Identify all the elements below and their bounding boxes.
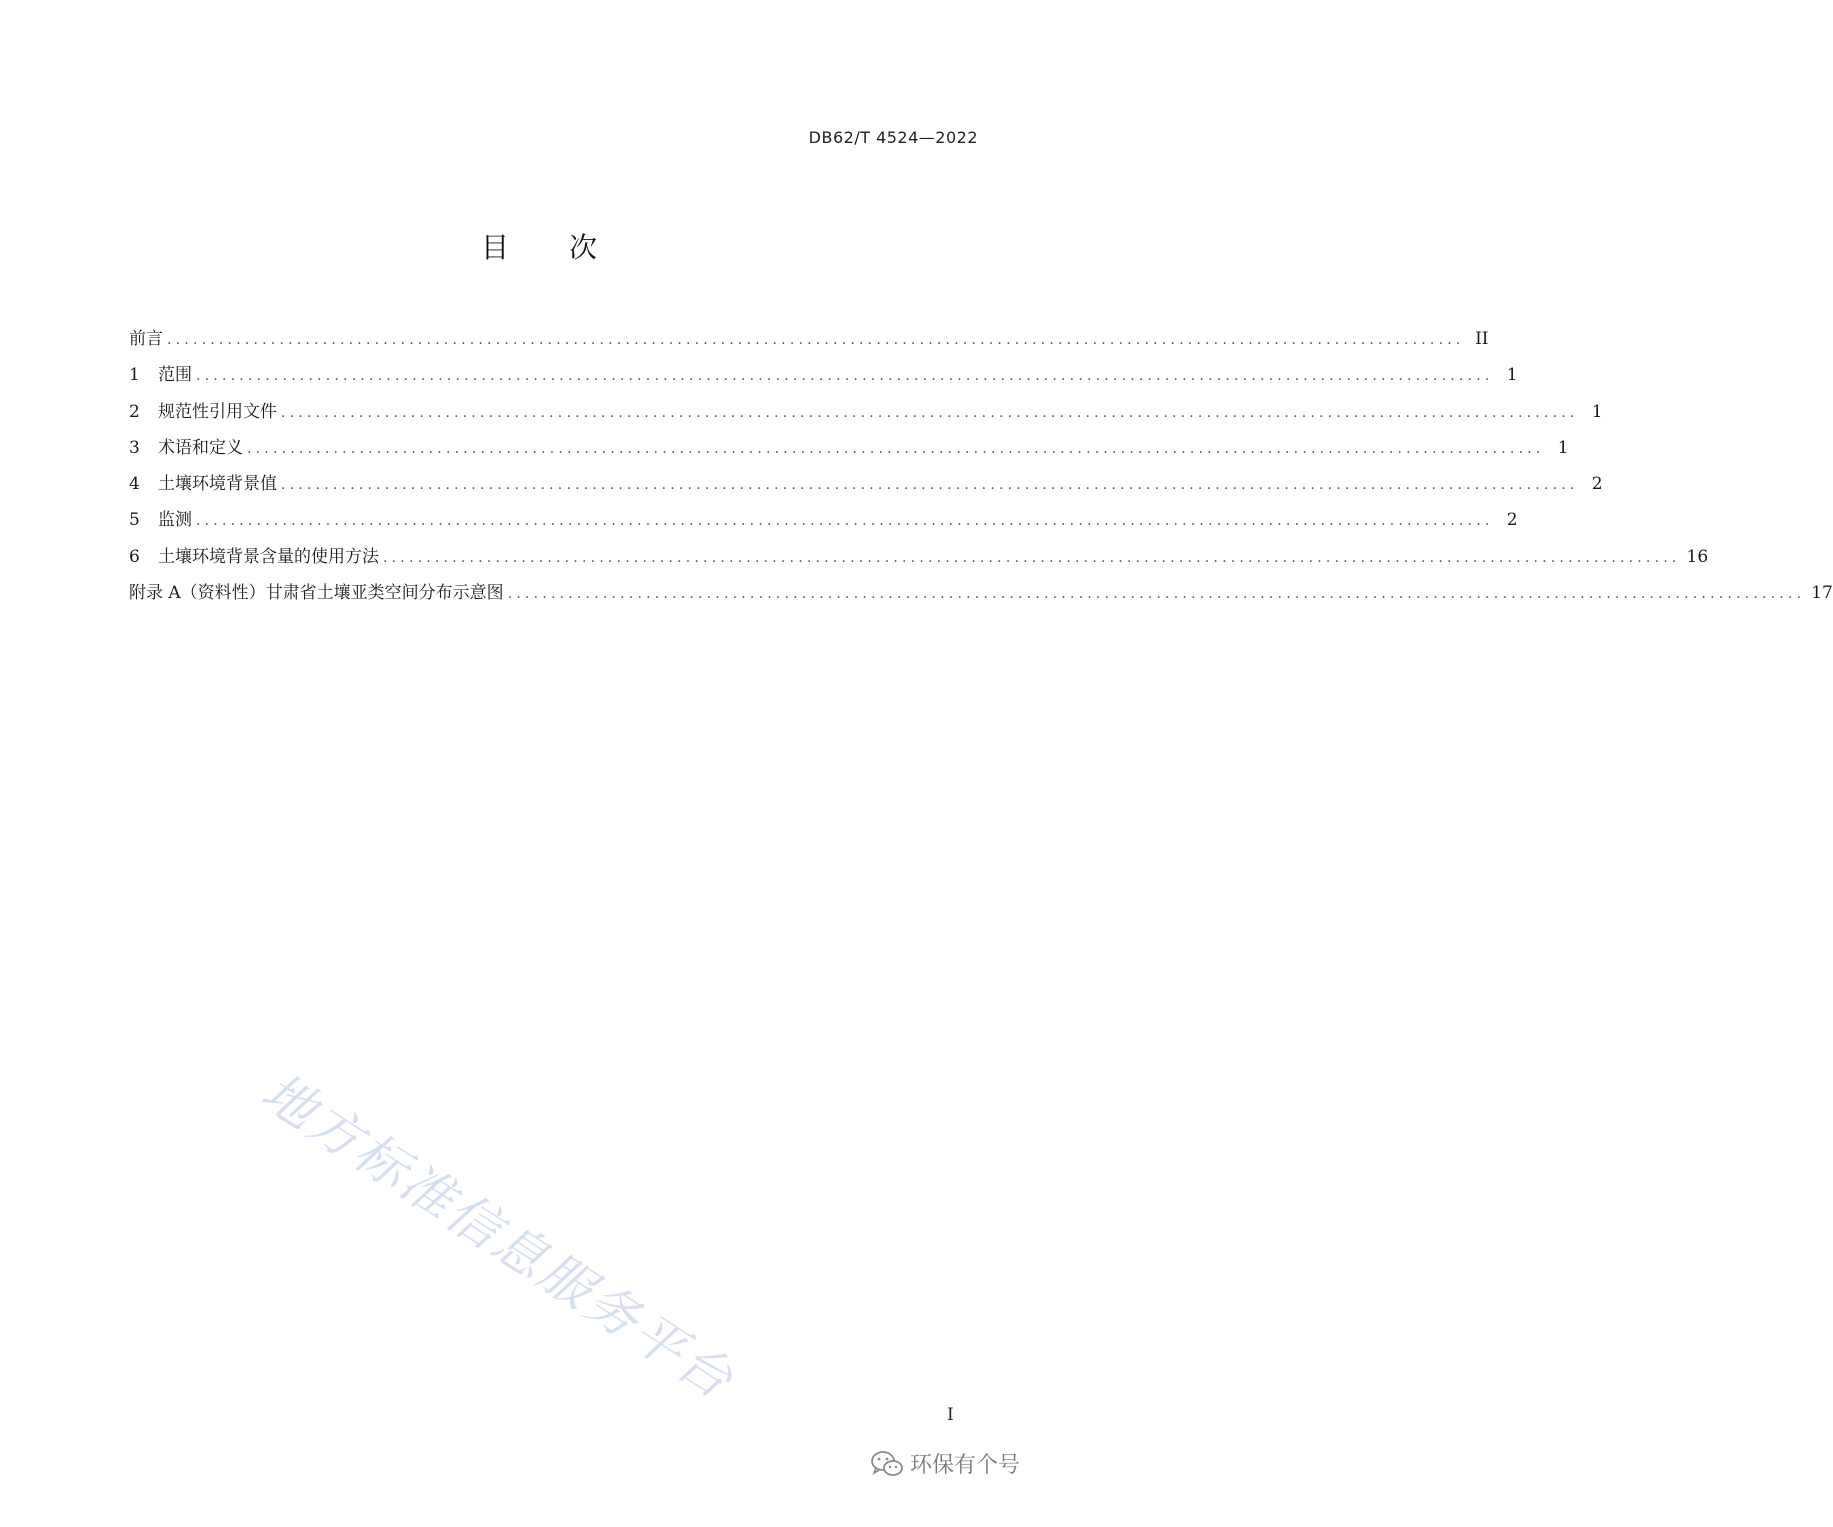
page-number: I xyxy=(947,1405,954,1425)
title-char-left: 目 xyxy=(480,231,511,264)
toc-leader-dots: ...................................................................................................................................................... xyxy=(247,440,1545,457)
footer-brand-name: 环保有个号 xyxy=(910,1453,1021,1478)
watermark: 地方标准信息服务平台 xyxy=(250,1061,745,1412)
toc-item-number: 5 xyxy=(129,510,140,531)
toc-leader-dots: ...................................................................................................................................................... xyxy=(196,513,1494,530)
toc-item-page: 1 xyxy=(1557,437,1569,458)
toc-item-page: 1 xyxy=(1506,365,1518,386)
toc-item-label: 前言 xyxy=(129,329,163,349)
footer-brand[interactable] xyxy=(870,1448,1020,1479)
toc-item-page: 2 xyxy=(1591,474,1603,495)
toc-leader-dots: ...................................................................................................................................................... xyxy=(196,368,1494,385)
toc-item-normative-references[interactable] xyxy=(129,397,1603,433)
toc-item-page: 1 xyxy=(1591,401,1603,422)
toc-item-number: 2 xyxy=(129,401,140,422)
document-code: DB62/T 4524—2022 xyxy=(808,128,978,147)
toc-annex-prefix: 附录 A（资料性） xyxy=(129,583,266,604)
toc-item-monitoring[interactable] xyxy=(129,505,1518,541)
toc-item-scope[interactable] xyxy=(129,360,1518,396)
toc-item-number: 6 xyxy=(129,546,140,567)
toc-leader-dots: ...................................................................................................................................................... xyxy=(281,404,1579,421)
toc-item-number: 3 xyxy=(129,437,140,458)
toc-item-page: II xyxy=(1475,329,1489,349)
toc-item-label: 土壤环境背景值 xyxy=(158,474,277,495)
toc-item-label: 规范性引用文件 xyxy=(158,401,277,422)
toc-leader-dots: ...................................................................................................................................................... xyxy=(507,586,1806,603)
toc-item-label: 土壤环境背景含量的使用方法 xyxy=(158,546,379,567)
title-char-right: 次 xyxy=(569,231,600,264)
toc-leader-dots: ...................................................................................................................................................... xyxy=(383,549,1681,566)
toc-item-label: 甘肃省土壤亚类空间分布示意图 xyxy=(265,583,504,604)
toc-item-number: 1 xyxy=(129,365,140,386)
toc-item-usage-method[interactable] xyxy=(129,542,1709,578)
toc-item-label: 监测 xyxy=(158,510,192,531)
toc-item-page: 17 xyxy=(1811,583,1833,604)
table-of-contents xyxy=(129,324,1833,614)
wechat-icon xyxy=(870,1450,904,1478)
toc-item-page: 2 xyxy=(1506,510,1518,531)
toc-leader-dots: ...................................................................................................................................................... xyxy=(281,477,1579,494)
toc-item-terms-definitions[interactable] xyxy=(129,433,1569,469)
toc-item-annex-a[interactable] xyxy=(129,578,1833,614)
toc-item-number: 4 xyxy=(129,474,140,495)
toc-leader-dots: ...................................................................................................................................................... xyxy=(167,332,1465,348)
toc-item-background-values[interactable] xyxy=(129,469,1603,505)
toc-item-page: 16 xyxy=(1686,546,1709,567)
toc-item-label: 术语和定义 xyxy=(158,437,243,458)
toc-item-foreword[interactable] xyxy=(129,324,1489,360)
page-title xyxy=(0,226,1080,266)
toc-item-label: 范围 xyxy=(158,365,192,386)
